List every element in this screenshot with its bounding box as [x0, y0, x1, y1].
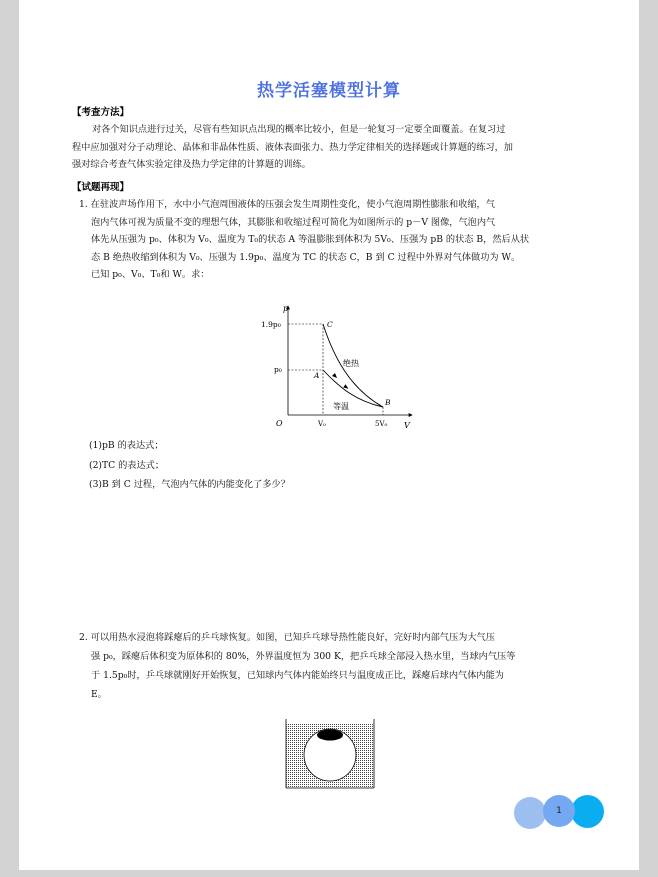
page-number-badge [514, 795, 609, 829]
label-isothermal: 等温 [333, 402, 349, 411]
page-title: 热学活塞模型计算 [257, 81, 401, 101]
method-line: 对各个知识点进行过关，尽管有些知识点出现的概率比较小，但是一轮复习一定要全面覆盖。在复习过 [92, 124, 506, 135]
pingpong-figure [284, 718, 376, 790]
question-1-text [79, 196, 529, 284]
q1-line: 泡内气体可视为质量不变的理想气体，其膨胀和收缩过程可简化为如图所示的 p－V 图像，气泡内气 [91, 216, 496, 228]
label-adiabatic: 绝热 [343, 359, 359, 368]
pager-bubble-right [571, 795, 604, 828]
x-axis-label: V [404, 421, 410, 430]
page-number: 1 [556, 806, 562, 816]
label-a: A [314, 371, 320, 380]
q2-line: 2. 可以用热水浸泡将踩瘪后的乒乓球恢复。如图，已知乒乓球导热性能良好，完好时内部气压为大气压 [79, 632, 495, 643]
method-heading: 【考查方法】 [72, 107, 130, 118]
q2-line: 强 p₀，踩瘪后体积变为原体积的 80%，外界温度恒为 300 K，把乒乓球全部浸入热水里，当球内气压等 [91, 651, 516, 662]
q1-subquestions [89, 437, 290, 494]
q1-line: 态 B 绝热收缩到体积为 V₀、压强为 1.9p₀、温度为 TC 的状态 C，B 到 C 过程中外界对气体做功为 W。 [91, 251, 521, 263]
q2-line: 于 1.5p₀时，乒乓球就刚好开始恢复，已知球内气体内能始终只与温度成正比，踩瘪后球内气体内能为 [91, 670, 504, 681]
y-tick-top: 1.9p₀ [261, 320, 281, 329]
q2-line: E。 [91, 689, 107, 700]
method-paragraph [72, 121, 632, 174]
q1-sub-2: (2)TC 的表达式； [89, 459, 165, 471]
origin-label: O [276, 419, 283, 428]
label-b: B [385, 398, 391, 407]
y-tick-mid: p₀ [274, 365, 282, 374]
pv-graph [254, 300, 424, 432]
review-heading: 【试题再现】 [72, 182, 130, 193]
label-c: C [327, 320, 333, 329]
q1-sub-3: (3)B 到 C 过程，气泡内气体的内能变化了多少？ [89, 479, 290, 490]
document-page [19, 0, 639, 870]
method-line: 程中应加强对分子动理论、晶体和非晶体性质、液体表面张力、热力学定律相关的选择题或计算题的练习，加 [72, 141, 513, 153]
dent [317, 730, 343, 741]
method-line: 强对综合考查气体实验定律及热力学定律的计算题的训练。 [72, 159, 311, 170]
q1-line: 已知 p₀、V₀、T₀和 W。求： [91, 269, 210, 280]
question-2-text [79, 628, 515, 704]
q1-line: 体先从压强为 p₀、体积为 V₀、温度为 T₀的状态 A 等温膨胀到体积为 5V₀、压强为 pB 的状态 B，然后从状 [91, 234, 530, 245]
q1-sub-1: (1)pB 的表达式； [89, 440, 164, 451]
y-axis-label: p [283, 304, 289, 313]
adiabatic-arrow [332, 373, 337, 378]
x-tick-2: 5V₀ [375, 420, 388, 428]
q1-line: 1. 在驻波声场作用下，水中小气泡周围液体的压强会发生周期性变化，使小气泡周期性膨胀和收缩，气 [79, 199, 495, 210]
x-tick-1: V₀ [318, 420, 326, 428]
pager-bubble-left [514, 797, 546, 829]
